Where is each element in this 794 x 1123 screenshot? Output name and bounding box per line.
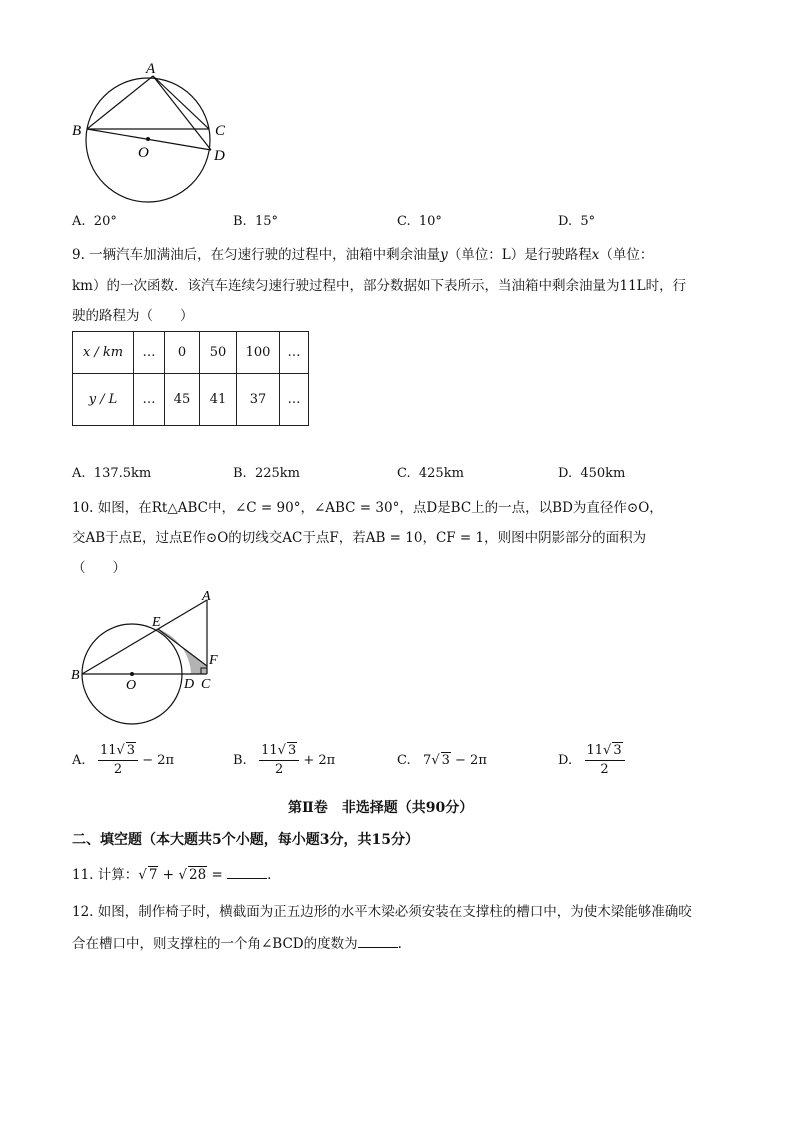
label-b: B xyxy=(71,668,80,683)
label-a: A xyxy=(202,589,211,604)
q10-line-2: 交AB于点E，过点E作⊙O的切线交AC于点F，若AB = 10，CF = 1，则图中阴影部分的面积为 xyxy=(72,530,647,546)
table-cell: … xyxy=(134,374,165,426)
center-point-o xyxy=(130,672,134,676)
q9-option-d: D. 450km xyxy=(558,466,626,481)
q12-line-1: 12. 如图，制作椅子时，横截面为正五边形的水平木梁必须安装在支撑柱的槽口中，为使木梁能够准确咬 xyxy=(72,904,692,920)
part2-title: 第Ⅱ卷 非选择题（共90分） xyxy=(288,800,474,816)
label-o: O xyxy=(138,145,149,161)
table-cell: … xyxy=(280,374,309,426)
answer-blank[interactable] xyxy=(227,864,267,879)
q10-option-d: D. $\frac{11√ 3}{2}$ xyxy=(558,742,625,779)
center-point-o xyxy=(146,137,150,141)
q10-option-b: B. $\frac{11√ 3}{2}$ + 2π xyxy=(233,743,336,777)
label-f: F xyxy=(209,653,218,668)
q9-line-2: km）的一次函数．该汽车连续匀速行驶过程中，部分数据如下表所示，当油箱中剩余油量为11L时，行 xyxy=(72,278,687,294)
segment-ac xyxy=(153,76,209,129)
q8-option-a: A. 20° xyxy=(72,214,117,229)
q10-line-1: 10. 如图，在Rt△ABC中，∠C = 90°，∠ABC = 30°，点D是BC上的一点，以BD为直径作⊙O， xyxy=(72,500,663,516)
q10-line-3: （ ） xyxy=(72,560,126,576)
q9-option-c: C. 425km xyxy=(397,466,464,481)
label-d: D xyxy=(214,148,225,164)
table-header-y: y / L xyxy=(73,374,134,426)
table-row xyxy=(73,374,309,426)
tangent-ef xyxy=(158,629,207,666)
q11-line: 11. 计算：√ 7 + √ 28 = . xyxy=(72,864,271,885)
table-cell: … xyxy=(134,332,165,374)
q9-option-b: B. 225km xyxy=(233,466,300,481)
shaded-region xyxy=(158,629,207,674)
section2-title: 二、填空题（本大题共5个小题，每小题3分，共15分） xyxy=(72,832,419,848)
label-d: D xyxy=(184,677,195,692)
label-e: E xyxy=(152,615,161,630)
q8-option-b: B. 15° xyxy=(233,214,278,229)
table-row xyxy=(73,332,309,374)
table-header-x: x / km xyxy=(73,332,134,374)
q8-circle-figure xyxy=(66,58,246,208)
table-cell: 100 xyxy=(237,332,280,374)
label-c: C xyxy=(215,123,226,139)
segment-ba xyxy=(87,76,153,129)
q9-line-3: 驶的路程为（ ） xyxy=(72,308,194,324)
table-cell: 41 xyxy=(200,374,237,426)
q9-line-1: 9. 一辆汽车加满油后，在匀速行驶的过程中，油箱中剩余油量y（单位：L）是行驶路程x（单位： xyxy=(72,247,654,263)
q8-option-c: C. 10° xyxy=(397,214,442,229)
label-a: A xyxy=(146,61,156,77)
table-cell: 0 xyxy=(165,332,200,374)
label-b: B xyxy=(72,123,82,139)
q9-option-a: A. 137.5km xyxy=(72,466,152,481)
segment-ad xyxy=(153,76,211,150)
table-cell: 50 xyxy=(200,332,237,374)
q9-data-table xyxy=(72,331,309,426)
table-cell: 45 xyxy=(165,374,200,426)
q10-option-c: C. 7√ 3 − 2π xyxy=(397,753,487,768)
label-o: O xyxy=(126,678,137,693)
q8-option-d: D. 5° xyxy=(558,214,596,229)
label-c: C xyxy=(201,677,211,692)
table-cell: … xyxy=(280,332,309,374)
segment-ba xyxy=(82,600,207,674)
table-cell: 37 xyxy=(237,374,280,426)
q10-option-a: A. $\frac{11√ 3}{2}$ − 2π xyxy=(72,743,175,777)
answer-blank[interactable] xyxy=(358,933,398,948)
q12-line-2: 合在槽口中，则支撑柱的一个角∠BCD的度数为 . xyxy=(72,933,402,954)
q10-triangle-circle-figure xyxy=(66,586,226,736)
